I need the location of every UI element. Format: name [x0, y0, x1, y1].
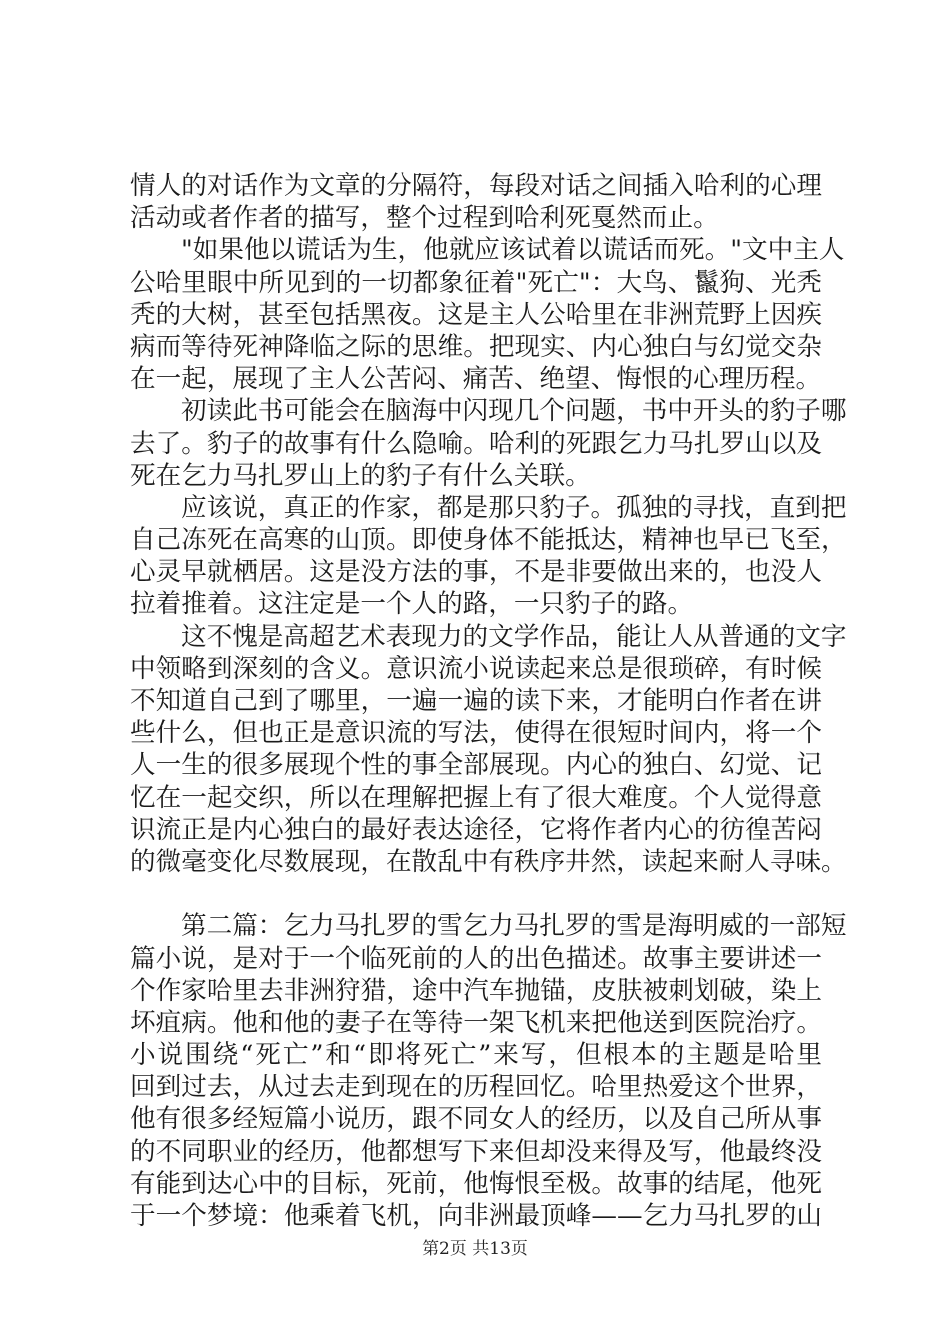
text-line: 不知道自己到了哪里，一遍一遍的读下来，才能明白作者在讲 — [130, 686, 822, 716]
document-body — [130, 170, 847, 1232]
paragraph — [130, 621, 847, 879]
text-line: 在一起，展现了主人公苦闷、痛苦、绝望、悔恨的心理历程。 — [130, 364, 822, 395]
text-line: 小说围绕“死亡”和“即将死亡”来写，但根本的主题是哈里 — [130, 1040, 822, 1071]
paragraph — [130, 492, 847, 621]
paragraph — [130, 170, 822, 234]
text-line: 忆在一起交织，所以在理解把握上有了很大难度。个人觉得意 — [130, 782, 822, 813]
text-line: 坏疽病。他和他的妻子在等待一架飞机来把他送到医院治疗。 — [130, 1007, 822, 1038]
paragraph — [130, 395, 847, 492]
paragraph — [130, 234, 845, 395]
text-line: "如果他以谎话为生，他就应该试着以谎话而死。"文中主人 — [181, 235, 845, 266]
text-line: 死在乞力马扎罗山上的豹子有什么关联。 — [130, 460, 591, 491]
page-number: 第2页 共13页 — [422, 1239, 528, 1259]
text-line: 的微毫变化尽数展现，在散乱中有秩序井然，读起来耐人寻味。 — [130, 846, 847, 877]
text-line: 中领略到深刻的含义。意识流小说读起来总是很琐碎，有时候 — [130, 653, 822, 684]
text-line: 病而等待死神降临之际的思维。把现实、内心独白与幻觉交杂 — [130, 331, 822, 362]
text-line: 活动或者作者的描写，整个过程到哈利死戛然而止。 — [130, 203, 719, 234]
text-line: 些什么，但也正是意识流的写法，使得在很短时间内，将一个 — [130, 718, 822, 749]
text-line: 有能到达心中的目标，死前，他悔恨至极。故事的结尾，他死 — [130, 1168, 822, 1199]
text-line: 秃的大树，甚至包括黑夜。这是主人公哈里在非洲荒野上因疾 — [130, 299, 822, 330]
text-line: 情人的对话作为文章的分隔符，每段对话之间插入哈利的心理 — [130, 171, 822, 201]
text-line: 于一个梦境：他乘着飞机，向非洲最顶峰——乞力马扎罗的山 — [130, 1201, 822, 1231]
text-line: 拉着推着。这注定是一个人的路，一只豹子的路。 — [130, 589, 694, 620]
text-line: 自己冻死在高寒的山顶。即使身体不能抵达，精神也早已飞至， — [130, 525, 847, 556]
text-line: 的不同职业的经历，他都想写下来但却没来得及写，他最终没 — [130, 1136, 822, 1167]
text-line: 这不愧是高超艺术表现力的文学作品，能让人从普通的文字 — [181, 621, 847, 652]
text-line: 个作家哈里去非洲狩猎，途中汽车抛锚，皮肤被刺划破，染上 — [130, 975, 822, 1006]
text-line: 人一生的很多展现个性的事全部展现。内心的独白、幻觉、记 — [130, 750, 822, 781]
text-line: 心灵早就栖居。这是没方法的事，不是非要做出来的，也没人 — [130, 557, 822, 588]
text-line: 识流正是内心独白的最好表达途径，它将作者内心的彷徨苦闷 — [130, 814, 822, 845]
text-line: 应该说，真正的作家，都是那只豹子。孤独的寻找，直到把 — [181, 492, 847, 523]
text-line: 篇小说，是对于一个临死前的人的出色描述。故事主要讲述一 — [130, 943, 822, 974]
text-line: 初读此书可能会在脑海中闪现几个问题，书中开头的豹子哪 — [181, 396, 847, 427]
paragraph — [130, 910, 847, 1232]
text-line: 他有很多经短篇小说历，跟不同女人的经历，以及自己所从事 — [130, 1104, 822, 1135]
text-line: 回到过去，从过去走到现在的历程回忆。哈里热爱这个世界， — [130, 1072, 822, 1103]
text-line: 去了。豹子的故事有什么隐喻。哈利的死跟乞力马扎罗山以及 — [130, 428, 822, 459]
text-line: 第二篇：乞力马扎罗的雪乞力马扎罗的雪是海明威的一部短 — [181, 911, 847, 942]
text-line: 公哈里眼中所见到的一切都象征着"死亡"：大鸟、鬣狗、光秃 — [130, 267, 822, 298]
paragraph-gap — [130, 878, 822, 910]
